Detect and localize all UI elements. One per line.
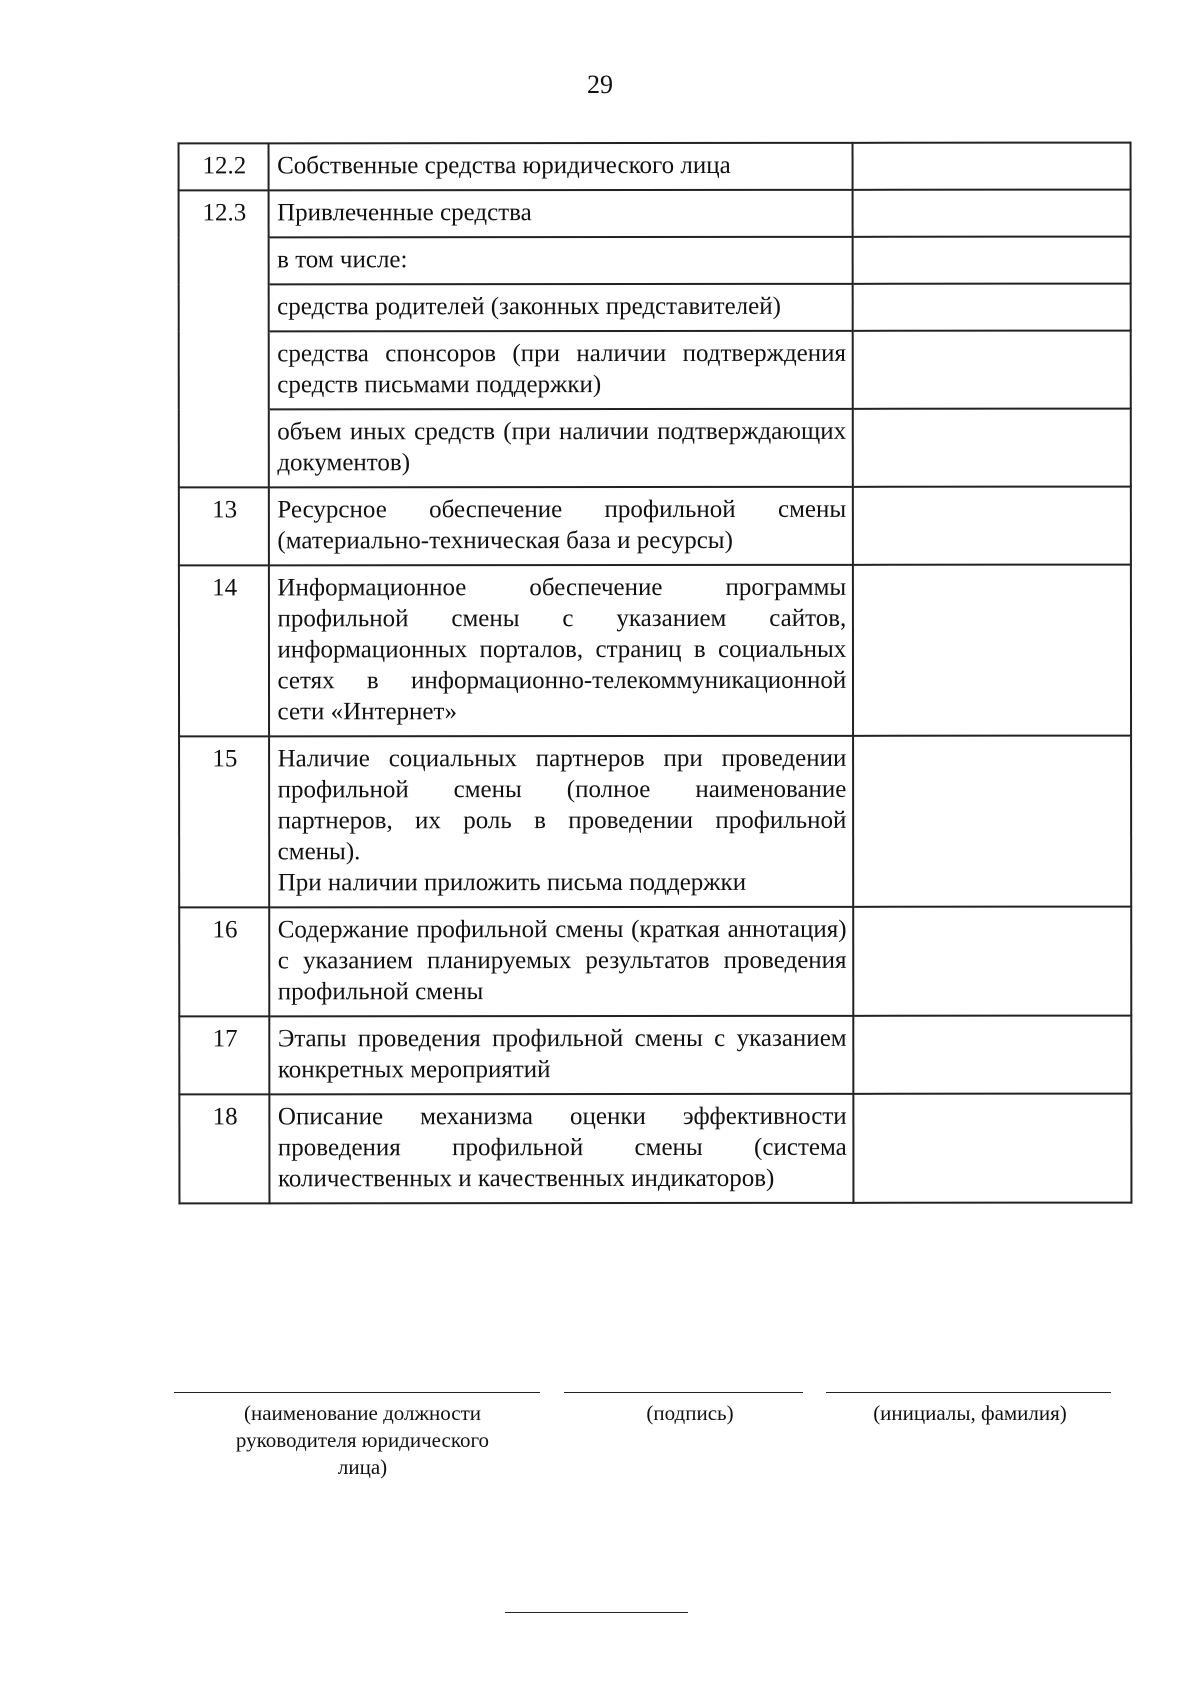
row-value-cell[interactable] xyxy=(853,143,1131,190)
row-value-cell[interactable] xyxy=(853,736,1131,907)
signature-caption: (подпись) xyxy=(646,1401,734,1425)
row-value-cell[interactable] xyxy=(853,331,1131,409)
row-number: 12.2 xyxy=(179,143,269,190)
row-number-empty xyxy=(179,284,269,331)
name-caption: (инициалы, фамилия) xyxy=(873,1401,1067,1425)
table-row xyxy=(179,284,1131,332)
row-number: 14 xyxy=(179,565,269,736)
page-end-divider xyxy=(505,1612,688,1613)
row-description: Описание механизма оценки эффективности проведения профильной смены (система количественных и качественных индикаторов) xyxy=(269,1094,854,1204)
row-description: Этапы проведения профильной смены с указанием конкретных мероприятий xyxy=(269,1016,854,1095)
row-number: 15 xyxy=(179,736,269,907)
row-description: Содержание профильной смены (краткая аннотация) с указанием планируемых результатов проведения профильной смены xyxy=(269,907,854,1017)
row-number: 12.3 xyxy=(179,190,269,237)
table-row xyxy=(179,487,1131,566)
application-form-table xyxy=(178,142,1133,1205)
row-description: Собственные средства юридического лица xyxy=(268,143,853,191)
name-signature-line[interactable] xyxy=(826,1392,1111,1393)
table-row xyxy=(179,143,1131,191)
row-value-cell[interactable] xyxy=(854,1016,1132,1094)
row-value-cell[interactable] xyxy=(853,284,1131,331)
row-description-note: При наличии приложить письма поддержки xyxy=(277,868,747,897)
row-description: в том числе: xyxy=(268,237,853,285)
table-row xyxy=(179,331,1131,410)
row-number: 17 xyxy=(179,1016,269,1094)
row-value-cell[interactable] xyxy=(854,1094,1132,1203)
position-caption: (наименование должности руководителя юридического лица) xyxy=(235,1401,490,1479)
table-row xyxy=(179,565,1131,737)
row-number-empty xyxy=(179,331,269,409)
table-row xyxy=(179,1016,1131,1095)
page-number: 29 xyxy=(587,70,613,99)
table-row xyxy=(179,907,1131,1017)
table-row xyxy=(179,1094,1131,1204)
row-value-cell[interactable] xyxy=(853,487,1131,565)
row-value-cell[interactable] xyxy=(853,565,1131,736)
row-description: средства родителей (законных представителей) xyxy=(268,284,853,332)
table-row xyxy=(179,237,1131,285)
row-description: Привлеченные средства xyxy=(268,190,853,238)
row-description xyxy=(269,736,854,908)
table-row xyxy=(179,409,1131,488)
row-description: Информационное обеспечение программы профильной смены с указанием сайтов, информационных порталов, страниц в социальных сетях в информационно-телекоммуникационной сети «Интернет» xyxy=(268,565,853,737)
row-value-cell[interactable] xyxy=(853,190,1131,237)
row-description: объем иных средств (при наличии подтверждающих документов) xyxy=(268,409,853,488)
row-description: Ресурсное обеспечение профильной смены (материально-техническая база и ресурсы) xyxy=(268,487,853,566)
position-signature-line[interactable] xyxy=(174,1392,540,1393)
row-number: 13 xyxy=(179,487,269,565)
signature-line[interactable] xyxy=(564,1392,803,1393)
row-number-empty xyxy=(179,409,269,487)
row-description-main: Наличие социальных партнеров при проведении профильной смены (полное наименование партнеров, их роль в проведении профильной смены). xyxy=(277,744,847,866)
table-row xyxy=(179,190,1131,238)
row-description: средства спонсоров (при наличии подтверждения средств письмами поддержки) xyxy=(268,331,853,410)
row-number-empty xyxy=(179,237,269,284)
row-value-cell[interactable] xyxy=(853,409,1131,487)
row-value-cell[interactable] xyxy=(853,237,1131,284)
row-number: 16 xyxy=(179,907,269,1016)
row-number: 18 xyxy=(179,1094,269,1203)
row-value-cell[interactable] xyxy=(854,907,1132,1016)
table-row xyxy=(179,736,1131,908)
